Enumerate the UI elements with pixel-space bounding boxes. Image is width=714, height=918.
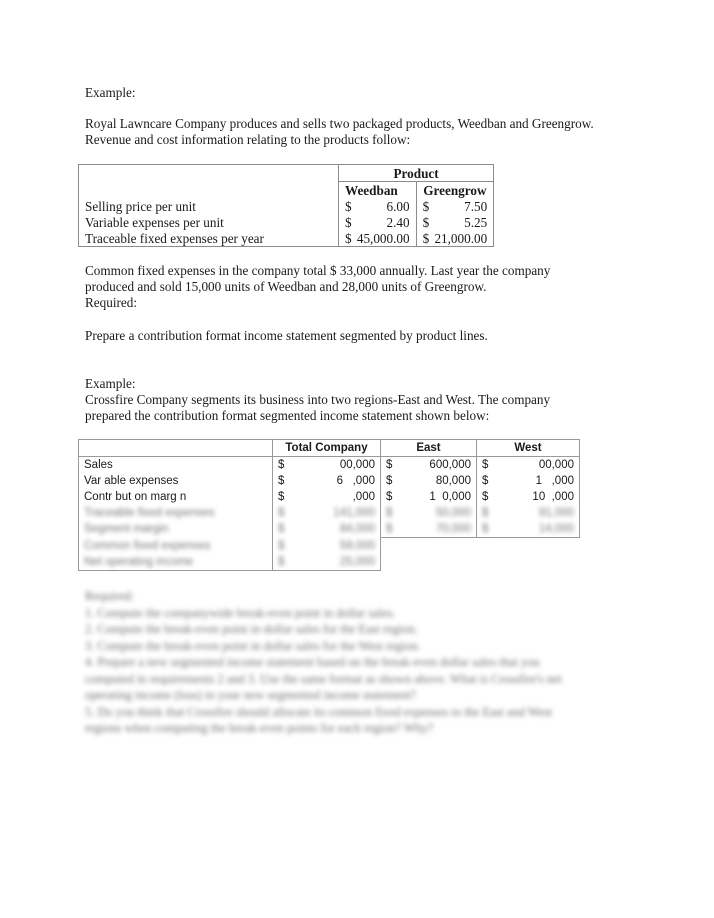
east-value-blurred: 70,000 — [401, 521, 477, 538]
blurred-question-line: computed in requirements 2 and 3. Use the same format as shown above. What is Crossfire's net — [85, 671, 562, 686]
blurred-question-line: 4. Prepare a new segmented income statement based on the break-even dollar sales that you — [85, 655, 540, 669]
blurred-question-line: 1. Compute the companywide break-even point in dollar sales. — [85, 605, 396, 620]
common-fixed-text: Common fixed expenses in the company total $ 33,000 annually. Last year the company — [85, 263, 551, 278]
currency-symbol: $ — [416, 230, 429, 247]
total-value: 00,000 — [293, 457, 381, 474]
greengrow-value: 21,000.00 — [429, 230, 494, 247]
currency-symbol: $ — [477, 457, 498, 474]
currency-symbol: $ — [477, 473, 498, 489]
currency-symbol: $ — [381, 505, 402, 521]
total-value-blurred: 59,000 — [293, 538, 381, 555]
currency-symbol: $ — [381, 489, 402, 505]
currency-symbol: $ — [273, 457, 294, 474]
currency-symbol: $ — [381, 521, 402, 538]
row-label-blurred: Common fixed expenses — [79, 538, 273, 555]
row-label-blurred: Net operating income — [79, 554, 273, 571]
total-value-blurred: 141,000 — [293, 505, 381, 521]
blurred-question-line: Required: — [85, 589, 134, 603]
currency-symbol: $ — [273, 505, 294, 521]
currency-symbol: $ — [273, 554, 294, 571]
east-value-blurred: 50,000 — [401, 505, 477, 521]
west-value: 10 ,000 — [497, 489, 580, 505]
row-label: Traceable fixed expenses per year — [79, 230, 339, 247]
row-label: Variable expenses per unit — [79, 214, 339, 230]
currency-symbol: $ — [381, 457, 402, 474]
west-value: 1 ,000 — [497, 473, 580, 489]
blurred-question-line: 3. Compute the break-even point in dollar sales for the West region. — [85, 638, 421, 653]
currency-symbol: $ — [477, 489, 498, 505]
east-value: 1 0,000 — [401, 489, 477, 505]
currency-symbol: $ — [273, 538, 294, 555]
currency-symbol: $ — [422, 198, 430, 214]
west-header: West — [477, 440, 580, 457]
currency-symbol: $ — [477, 505, 498, 521]
weedban-header: Weedban — [339, 182, 417, 199]
row-label: Var able expenses — [79, 473, 273, 489]
intro-line: Royal Lawncare Company produces and sells two packaged products, Weedban and Greengrow. — [85, 116, 594, 131]
blurred-question-line: 2. Compute the break-even point in dollar sales for the East region. — [85, 622, 418, 636]
west-value-blurred: 91,000 — [497, 505, 580, 521]
currency-symbol: $ — [273, 521, 294, 538]
intro-line: Crossfire Company segments its business into two regions-East and West. The company — [85, 392, 551, 407]
greengrow-value: 7.50 — [429, 198, 494, 214]
required-label: Required: — [85, 295, 138, 310]
currency-symbol: $ — [339, 230, 352, 247]
weedban-value: 2.40 — [352, 214, 417, 230]
intro-line: prepared the contribution format segmented income statement shown below: — [85, 408, 490, 423]
example-heading: Example: — [85, 376, 136, 391]
total-company-header: Total Company — [273, 440, 381, 457]
total-value-blurred: 25,000 — [293, 554, 381, 571]
blurred-question-line: 5. Do you think that Crossfire should allocate its common fixed expenses to the East and West — [85, 704, 553, 719]
west-value: 00,000 — [497, 457, 580, 474]
weedban-value: 6.00 — [352, 198, 417, 214]
product-group-header: Product — [339, 165, 494, 182]
currency-symbol: $ — [273, 489, 294, 505]
intro-line: Revenue and cost information relating to the products follow: — [85, 132, 411, 147]
task-text: Prepare a contribution format income statement segmented by product lines. — [85, 328, 488, 343]
row-label: Selling price per unit — [79, 198, 339, 214]
east-value: 600,000 — [401, 457, 477, 474]
currency-symbol: $ — [422, 214, 430, 230]
currency-symbol: $ — [477, 521, 498, 538]
empty-header-cell — [79, 165, 339, 182]
segmented-income-table — [78, 439, 580, 571]
blurred-questions — [85, 588, 645, 737]
currency-symbol: $ — [345, 214, 352, 230]
weedban-value: 45,000.00 — [352, 230, 417, 247]
greengrow-value: 5.25 — [429, 214, 494, 230]
currency-symbol: $ — [273, 473, 294, 489]
blurred-question-line: operating income (loss) in your new segmented income statement? — [85, 688, 417, 702]
total-value: ,000 — [293, 489, 381, 505]
east-header: East — [381, 440, 477, 457]
total-value-blurred: 84,000 — [293, 521, 381, 538]
currency-symbol: $ — [345, 198, 352, 214]
east-value: 80,000 — [401, 473, 477, 489]
row-label-blurred: Traceable fixed expenses — [79, 505, 273, 521]
row-label: Sales — [79, 457, 273, 474]
product-table — [78, 164, 494, 247]
blurred-question-line: regions when computing the break-even points for each region? Why? — [85, 721, 434, 735]
example-heading: Example: — [85, 85, 136, 100]
currency-symbol: $ — [381, 473, 402, 489]
common-fixed-text: produced and sold 15,000 units of Weedban and 28,000 units of Greengrow. — [85, 279, 487, 294]
greengrow-header: Greengrow — [416, 182, 494, 199]
west-value-blurred: 14,000 — [497, 521, 580, 538]
total-value: 6 ,000 — [293, 473, 381, 489]
row-label: Contr but on marg n — [79, 489, 273, 505]
row-label-blurred: Segment margin — [79, 521, 273, 538]
